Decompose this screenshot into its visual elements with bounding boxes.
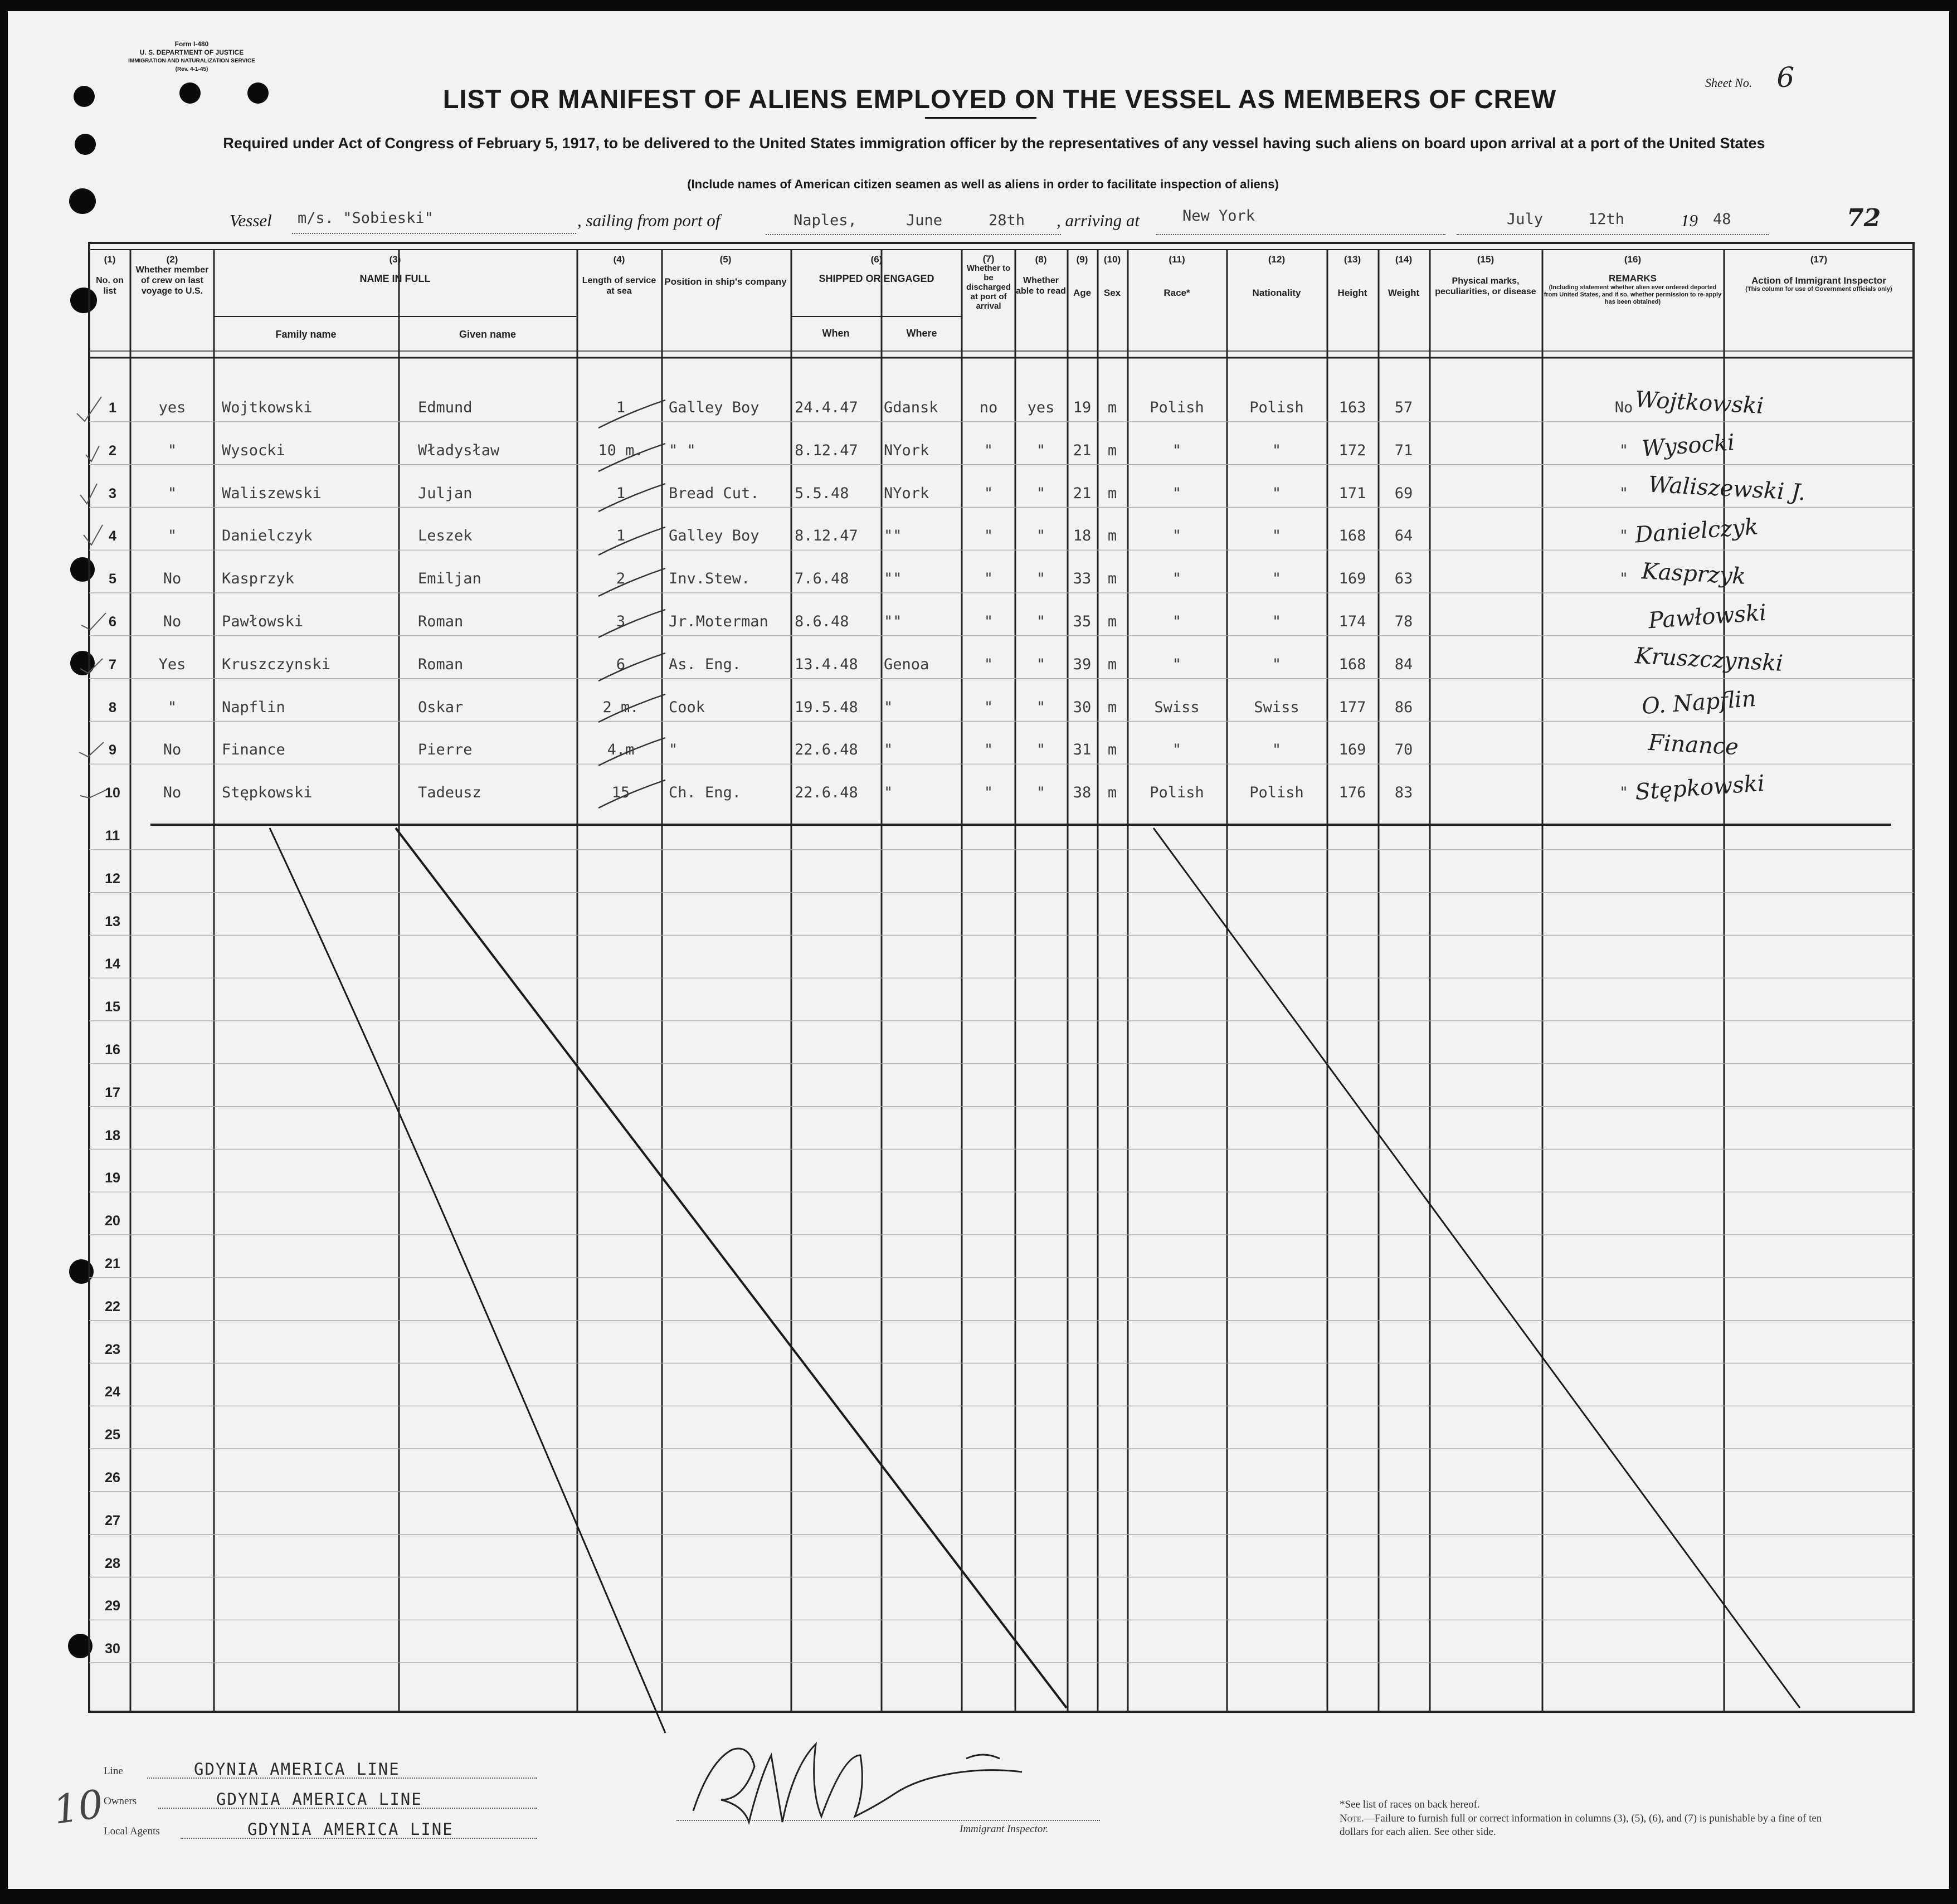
cell-remarks: " (1619, 527, 1629, 545)
row-number: 10 (105, 785, 120, 801)
row-number: 2 (109, 442, 116, 459)
col-family-name: Family name (275, 329, 337, 340)
cell-read: " (1036, 784, 1046, 802)
cell-weight: 84 (1394, 655, 1413, 673)
cancel-line-3 (270, 828, 665, 1733)
cell-where: " (884, 784, 893, 802)
page-title: LIST OR MANIFEST OF ALIENS EMPLOYED ON THE VESSEL AS MEMBERS OF CREW (442, 84, 1557, 114)
vessel-name: m/s. "Sobieski" (298, 210, 434, 227)
cell-service: 15 (611, 784, 630, 802)
cell-last-voyage: No (163, 741, 182, 759)
cell-height: 172 (1338, 441, 1366, 459)
row-number: 16 (105, 1042, 120, 1058)
col-header-11 (1128, 254, 1226, 299)
col-label: Age (1073, 288, 1092, 298)
col-label: Weight (1388, 288, 1420, 298)
row-number: 28 (105, 1555, 120, 1571)
cell-read: " (1036, 613, 1046, 630)
col-note: (Including statement whether alien ever ordered deported from United States, and if so, whether permission to re-apply has been obtained) (1544, 284, 1722, 305)
cell-remarks: " (1619, 441, 1629, 459)
col-note: (This column for use of Government officials only) (1745, 286, 1892, 293)
row-number: 29 (105, 1598, 120, 1614)
cell-family: Danielczyk (222, 527, 313, 545)
sailing-label: , sailing from port of (577, 211, 721, 230)
row-number: 26 (105, 1470, 120, 1486)
cell-weight: 83 (1394, 784, 1413, 802)
cell-given: Roman (418, 613, 464, 630)
col-when: When (822, 328, 850, 339)
cell-service: 3 (616, 613, 626, 630)
cell-when: 5.5.48 (795, 484, 849, 502)
cell-weight: 78 (1394, 613, 1413, 630)
cell-given: Pierre (418, 741, 473, 759)
cell-given: Emiljan (418, 570, 481, 588)
line-label: Line (104, 1765, 123, 1777)
page-number: 72 (1847, 204, 1881, 232)
cell-family: Wysocki (222, 441, 285, 459)
cell-last-voyage: No (163, 784, 182, 802)
footer (8, 1712, 1949, 1889)
cell-height: 169 (1338, 741, 1366, 759)
col-label: Nationality (1252, 288, 1301, 298)
cell-nationality: Polish (1249, 784, 1304, 802)
subtitle: Required under Act of Congress of February 5, 1917, to be delivered to the United States immigration officer by the representatives of any vessel having such aliens on board upon arrival at a port of the United States (223, 135, 1765, 152)
col-header-14 (1379, 254, 1429, 299)
row-number: 14 (105, 956, 120, 972)
fine-note (1340, 1812, 1852, 1839)
col-label: Whether able to read (1016, 276, 1066, 296)
cell-where: "" (884, 527, 902, 545)
cancel-line-2 (1153, 828, 1800, 1708)
cell-read: " (1036, 441, 1046, 459)
col-header-13 (1327, 254, 1377, 299)
col-num: (7) (982, 254, 995, 264)
subnote: (Include names of American citizen seamen as well as aliens in order to facilitate inspection of aliens) (687, 177, 1279, 191)
cell-sex: m (1107, 527, 1117, 545)
cell-last-voyage: " (167, 441, 177, 459)
cell-weight: 64 (1394, 527, 1413, 545)
cell-weight: 86 (1394, 698, 1413, 716)
cell-age: 21 (1073, 441, 1092, 459)
cell-sex: m (1107, 741, 1117, 759)
cell-discharged: " (984, 698, 994, 716)
cell-service: 2 m. (602, 698, 639, 716)
owners-value: GDYNIA AMERICA LINE (216, 1790, 422, 1809)
cell-weight: 70 (1394, 741, 1413, 759)
col-label: REMARKS (1609, 273, 1657, 284)
col-num: (16) (1624, 254, 1642, 265)
row-number: 17 (105, 1084, 120, 1100)
crew-signature: Stępkowski (1634, 771, 1766, 806)
cell-nationality: Polish (1249, 399, 1304, 416)
cell-discharged: " (984, 784, 994, 802)
cell-family: Kruszczynski (222, 655, 331, 673)
cell-last-voyage: yes (158, 399, 186, 416)
line-underline (147, 1778, 537, 1779)
cell-where: Gdansk (884, 399, 938, 416)
cell-remarks: " (1619, 570, 1629, 588)
form-service: IMMIGRATION AND NATURALIZATION SERVICE (128, 58, 255, 64)
cell-when: 22.6.48 (795, 784, 858, 802)
cell-position: Bread Cut. (669, 484, 760, 502)
col-num: (9) (1076, 254, 1088, 265)
cancel-strokes (270, 828, 1800, 1733)
crew-signature: Danielczyk (1634, 514, 1759, 549)
cell-given: Władysław (418, 441, 500, 459)
inspector-underline (676, 1820, 1100, 1821)
col-label: No. on list (96, 276, 124, 296)
cell-discharged: " (984, 741, 994, 759)
col-label: Race* (1164, 288, 1190, 298)
cell-weight: 69 (1394, 484, 1413, 502)
cell-position: Galley Boy (669, 399, 760, 416)
note-text: —Failure to furnish full or correct information in columns (3), (5), (6), and (7) is punishable by a fine of ten dollars for each alien. See other side. (1340, 1813, 1822, 1838)
cell-family: Finance (222, 741, 285, 759)
cell-age: 21 (1073, 484, 1092, 502)
cell-service: 1 (616, 399, 626, 416)
crew-signature: Waliszewski J. (1647, 471, 1807, 505)
vessel-label: Vessel (230, 211, 272, 230)
cell-given: Edmund (418, 399, 473, 416)
cell-read: " (1036, 570, 1046, 588)
col-label: Sex (1103, 288, 1121, 298)
row-number: 13 (105, 913, 120, 929)
cell-service: 1 (616, 484, 626, 502)
col-num: (15) (1477, 254, 1494, 265)
owners-label: Owners (104, 1795, 137, 1807)
arrive-day: 12th (1588, 211, 1625, 228)
col-label: Position in ship's company (664, 276, 787, 287)
cell-height: 168 (1338, 527, 1366, 545)
cell-age: 19 (1073, 399, 1092, 416)
cell-age: 39 (1073, 655, 1092, 673)
cell-given: Oskar (418, 698, 464, 716)
col-header-16 (1542, 254, 1723, 306)
sheet-value: 6 (1776, 61, 1795, 94)
col-header-15 (1430, 254, 1541, 297)
cell-position: Inv.Stew. (669, 570, 751, 588)
cell-position: Cook (669, 698, 705, 716)
row-number: 8 (109, 699, 116, 715)
row-number: 3 (109, 485, 116, 501)
col-header-7 (963, 254, 1014, 311)
crew-signature: Wojtkowski (1634, 386, 1765, 420)
cell-age: 18 (1073, 527, 1092, 545)
cell-family: Wojtkowski (222, 399, 313, 416)
cell-when: 8.6.48 (795, 613, 849, 630)
cell-weight: 71 (1394, 441, 1413, 459)
cell-where: NYork (884, 441, 929, 459)
cell-when: 22.6.48 (795, 741, 858, 759)
cell-where: NYork (884, 484, 929, 502)
cell-height: 168 (1338, 655, 1366, 673)
cancel-line-1 (396, 828, 1067, 1708)
cell-family: Stępkowski (222, 784, 313, 802)
cell-position: Ch. Eng. (669, 784, 742, 802)
col-num: (2) (166, 254, 178, 265)
cell-height: 176 (1338, 784, 1366, 802)
cell-where: Genoa (884, 655, 929, 673)
row-number: 25 (105, 1427, 120, 1443)
cell-family: Kasprzyk (222, 570, 295, 588)
col-label: NAME IN FULL (359, 273, 431, 284)
note-label: Note. (1340, 1813, 1364, 1824)
cell-last-voyage: " (167, 484, 177, 502)
cell-nationality: " (1272, 613, 1282, 630)
cell-given: Roman (418, 655, 464, 673)
col-label: SHIPPED OR ENGAGED (819, 273, 934, 284)
arriving-label: , arriving at (1057, 211, 1140, 230)
cell-sex: m (1107, 613, 1117, 630)
cell-remarks: " (1619, 784, 1629, 802)
cell-when: 8.12.47 (795, 441, 858, 459)
cell-position: " (669, 741, 678, 759)
col-label: Length of service at sea (582, 276, 656, 296)
col-num: (14) (1395, 254, 1413, 265)
cell-nationality: " (1272, 570, 1282, 588)
cell-discharged: " (984, 655, 994, 673)
cell-last-voyage: No (163, 570, 182, 588)
cell-given: Leszek (418, 527, 473, 545)
cell-discharged: " (984, 484, 994, 502)
row-number: 4 (109, 528, 116, 544)
cell-given: Tadeusz (418, 784, 481, 802)
cell-nationality: " (1272, 741, 1282, 759)
row-number: 21 (105, 1256, 120, 1272)
cell-read: " (1036, 741, 1046, 759)
cell-position: Jr.Moterman (669, 613, 768, 630)
cell-where: " (884, 698, 893, 716)
cell-race: Polish (1150, 399, 1204, 416)
cell-sex: m (1107, 655, 1117, 673)
col-num: (8) (1035, 254, 1047, 265)
cell-where: " (884, 741, 893, 759)
cell-last-voyage: " (167, 698, 177, 716)
row-number: 27 (105, 1512, 120, 1528)
cell-race: Polish (1150, 784, 1204, 802)
crew-signature: O. Napflin (1640, 685, 1757, 719)
cell-age: 33 (1073, 570, 1092, 588)
cell-age: 35 (1073, 613, 1092, 630)
manifest-sheet (8, 11, 1949, 1889)
cell-sex: m (1107, 441, 1117, 459)
cell-nationality: " (1272, 655, 1282, 673)
col-header-12 (1227, 254, 1326, 299)
col-num: (11) (1169, 254, 1185, 265)
cell-when: 8.12.47 (795, 527, 858, 545)
cell-height: 177 (1338, 698, 1366, 716)
col-label: Whether to be discharged at port of arrival (966, 264, 1011, 311)
sail-day: 28th (989, 212, 1025, 229)
agents-underline (181, 1838, 537, 1839)
col-header-3 (214, 254, 576, 285)
col-label: Whether member of crew on last voyage to U.S. (135, 265, 209, 296)
races-note: *See list of races on back hereof. (1340, 1799, 1480, 1810)
cell-service: 2 (616, 570, 626, 588)
cell-service: 4.m (607, 741, 635, 759)
cell-race: " (1172, 441, 1182, 459)
form-number: Form I-480 (174, 40, 209, 48)
row-number: 11 (105, 828, 120, 844)
col-num: (5) (719, 254, 732, 265)
cell-read: " (1036, 484, 1046, 502)
cell-sex: m (1107, 484, 1117, 502)
col-header-1 (89, 254, 130, 296)
row-rules (89, 422, 1914, 1663)
crew-signature: Kruszczynski (1634, 642, 1784, 676)
sail-month: June (906, 212, 943, 229)
cell-race: " (1172, 613, 1182, 630)
row-number: 9 (109, 742, 116, 758)
cell-family: Waliszewski (222, 484, 322, 502)
col-header-8 (1015, 254, 1067, 296)
crew-signature: Kasprzyk (1640, 558, 1746, 590)
row-number: 20 (105, 1213, 120, 1229)
crew-signature: Finance (1647, 730, 1740, 761)
cell-age: 38 (1073, 784, 1092, 802)
col-where: Where (906, 328, 937, 339)
year: 48 (1713, 211, 1731, 228)
col-header-6 (791, 254, 962, 285)
row-number: 5 (109, 571, 116, 587)
crew-signature: Wysocki (1640, 430, 1736, 462)
cell-position: Galley Boy (669, 527, 760, 545)
col-label: Action of Immigrant Inspector (1751, 275, 1886, 286)
col-label: Physical marks, peculiarities, or disease (1435, 276, 1536, 296)
cell-when: 24.4.47 (795, 399, 858, 416)
cell-remarks: No (1614, 399, 1633, 416)
cell-last-voyage: No (163, 613, 182, 630)
cell-when: 19.5.48 (795, 698, 858, 716)
cell-sex: m (1107, 784, 1117, 802)
arrive-port: New York (1182, 207, 1255, 225)
cell-race: " (1172, 527, 1182, 545)
line-value: GDYNIA AMERICA LINE (194, 1760, 400, 1779)
year-prefix: 19 (1681, 211, 1698, 230)
row-number: 15 (105, 999, 120, 1015)
col-num: (3) (389, 254, 401, 265)
arrive-month: July (1507, 211, 1544, 228)
col-header-2 (132, 254, 213, 296)
cell-sex: m (1107, 698, 1117, 716)
cell-last-voyage: " (167, 527, 177, 545)
col-header-4 (577, 254, 661, 296)
cell-when: 7.6.48 (795, 570, 849, 588)
cell-race: " (1172, 741, 1182, 759)
sail-port: Naples, (793, 212, 857, 229)
col-num: (10) (1103, 254, 1121, 265)
cell-read: yes (1027, 399, 1055, 416)
crew-signature: Pawłowski (1647, 600, 1768, 634)
cell-race: Swiss (1154, 698, 1200, 716)
margin-mark: 10 (50, 1781, 106, 1833)
cell-height: 174 (1338, 613, 1366, 630)
cell-height: 163 (1338, 399, 1366, 416)
row-number: 7 (109, 656, 116, 673)
col-header-9 (1068, 254, 1097, 299)
owners-underline (158, 1808, 537, 1809)
row-number: 12 (105, 870, 120, 887)
cell-weight: 63 (1394, 570, 1413, 588)
column-lines (130, 250, 1724, 1712)
row-number: 30 (105, 1641, 120, 1657)
row-number: 18 (105, 1127, 120, 1143)
cell-service: 6 (616, 655, 626, 673)
row-number: 1 (109, 400, 116, 416)
cell-nationality: " (1272, 527, 1282, 545)
row-number: 24 (105, 1384, 120, 1400)
cell-height: 171 (1338, 484, 1366, 502)
col-num: (4) (613, 254, 625, 265)
form-rev: (Rev. 4-1-45) (175, 66, 208, 72)
cell-race: " (1172, 570, 1182, 588)
row-number: 6 (109, 614, 116, 630)
row-number: 23 (105, 1341, 120, 1357)
cell-position: As. Eng. (669, 655, 742, 673)
cell-sex: m (1107, 399, 1117, 416)
cell-race: " (1172, 655, 1182, 673)
cell-position: " " (669, 441, 696, 459)
cell-age: 31 (1073, 741, 1092, 759)
inspector-label: Immigrant Inspector. (960, 1823, 1049, 1835)
cell-weight: 57 (1394, 399, 1413, 416)
col-header-5 (662, 254, 789, 288)
cell-discharged: " (984, 527, 994, 545)
cell-discharged: no (979, 399, 998, 416)
cell-last-voyage: Yes (158, 655, 186, 673)
cell-nationality: " (1272, 484, 1282, 502)
cell-family: Napflin (222, 698, 285, 716)
col-num: (1) (104, 254, 116, 265)
cell-when: 13.4.48 (795, 655, 858, 673)
cell-remarks: " (1619, 484, 1629, 502)
agents-value: GDYNIA AMERICA LINE (247, 1820, 454, 1839)
col-num: (17) (1810, 254, 1828, 265)
cell-where: "" (884, 570, 902, 588)
col-given-name: Given name (459, 329, 517, 340)
cell-nationality: Swiss (1254, 698, 1299, 716)
cell-nationality: " (1272, 441, 1282, 459)
cell-service: 10 m. (598, 441, 644, 459)
col-num: (13) (1343, 254, 1361, 265)
cell-service: 1 (616, 527, 626, 545)
cell-race: " (1172, 484, 1182, 502)
cell-discharged: " (984, 613, 994, 630)
col-num: (6) (870, 254, 883, 265)
cell-age: 30 (1073, 698, 1092, 716)
col-header-10 (1098, 254, 1127, 299)
cell-read: " (1036, 527, 1046, 545)
cell-height: 169 (1338, 570, 1366, 588)
col-label: Height (1337, 288, 1367, 298)
form-dept: U. S. DEPARTMENT OF JUSTICE (139, 48, 244, 56)
cell-discharged: " (984, 570, 994, 588)
cell-where: "" (884, 613, 902, 630)
row-number: 19 (105, 1170, 120, 1186)
cell-read: " (1036, 698, 1046, 716)
sheet-label: Sheet No. (1705, 76, 1752, 90)
cell-read: " (1036, 655, 1046, 673)
agents-label: Local Agents (104, 1825, 160, 1837)
cell-sex: m (1107, 570, 1117, 588)
cell-discharged: " (984, 441, 994, 459)
cell-given: Juljan (418, 484, 473, 502)
col-header-17 (1724, 254, 1914, 293)
cell-family: Pawłowski (222, 613, 304, 630)
row-number: 22 (105, 1298, 120, 1314)
col-num: (12) (1268, 254, 1286, 265)
